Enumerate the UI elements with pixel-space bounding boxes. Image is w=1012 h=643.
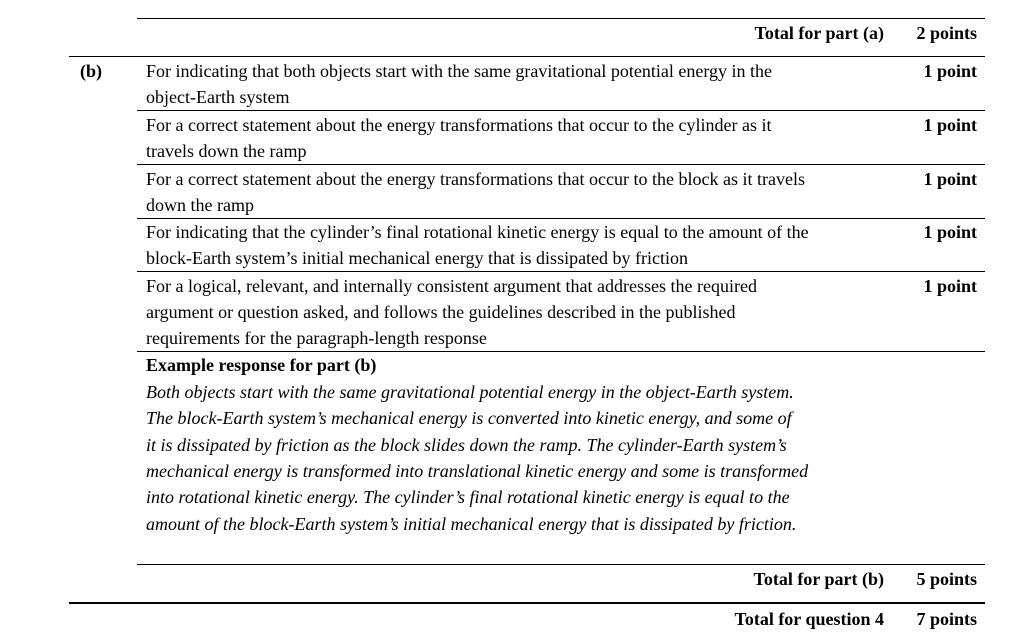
criterion-5-line-2: argument or question asked, and follows the guidelines described in the published: [146, 302, 736, 322]
criterion-5-line-3: requirements for the paragraph-length response: [146, 328, 487, 348]
criterion-2-line-1: For a correct statement about the energy transformations that occur to the cylinder as it: [146, 115, 772, 135]
criterion-3-points: 1 point: [923, 169, 977, 189]
question-total-points: 7 points: [916, 609, 977, 629]
criterion-2-line-2: travels down the ramp: [146, 141, 307, 161]
example-heading: Example response for part (b): [146, 355, 377, 375]
criterion-1-points: 1 point: [923, 61, 977, 81]
criterion-1-line-2: object-Earth system: [146, 87, 290, 107]
criterion-divider: [137, 110, 985, 111]
part-b-start-rule: [69, 56, 985, 57]
criterion-divider: [137, 164, 985, 165]
criterion-4-line-2: block-Earth system’s initial mechanical energy that is dissipated by friction: [146, 248, 689, 268]
example-line-2: The block-Earth system’s mechanical energy is converted into kinetic energy, and some of: [146, 408, 792, 428]
part-a-total-label: Total for part (a): [754, 23, 884, 43]
criterion-3-line-2: down the ramp: [146, 195, 254, 215]
part-b-label: (b): [80, 61, 102, 81]
part-a-total-points: 2 points: [916, 23, 977, 43]
question-total-label: Total for question 4: [734, 609, 884, 629]
example-line-6: amount of the block-Earth system’s initial mechanical energy that is dissipated by friction.: [146, 514, 797, 534]
criterion-5-line-1: For a logical, relevant, and internally consistent argument that addresses the required: [146, 276, 757, 296]
example-line-1: Both objects start with the same gravitational potential energy in the object-Earth system.: [146, 382, 794, 402]
example-line-4: mechanical energy is transformed into translational kinetic energy and some is transformed: [146, 461, 809, 481]
question-total-rule: [69, 602, 985, 604]
top-rule: [137, 18, 985, 19]
criterion-2-points: 1 point: [923, 115, 977, 135]
criterion-4-line-1: For indicating that the cylinder’s final rotational kinetic energy is equal to the amount of the: [146, 222, 809, 242]
criterion-5-points: 1 point: [923, 276, 977, 296]
example-line-3: it is dissipated by friction as the block slides down the ramp. The cylinder-Earth system’s: [146, 435, 787, 455]
criterion-1-line-1: For indicating that both objects start with the same gravitational potential energy in the: [146, 61, 773, 81]
criterion-3-line-1: For a correct statement about the energy transformations that occur to the block as it travels: [146, 169, 805, 189]
example-line-5: into rotational kinetic energy. The cylinder’s final rotational kinetic energy is equal to the: [146, 487, 790, 507]
part-b-total-points: 5 points: [916, 569, 977, 589]
part-b-total-rule: [137, 564, 985, 565]
criterion-4-points: 1 point: [923, 222, 977, 242]
criterion-divider: [137, 271, 985, 272]
part-b-total-label: Total for part (b): [753, 569, 884, 589]
